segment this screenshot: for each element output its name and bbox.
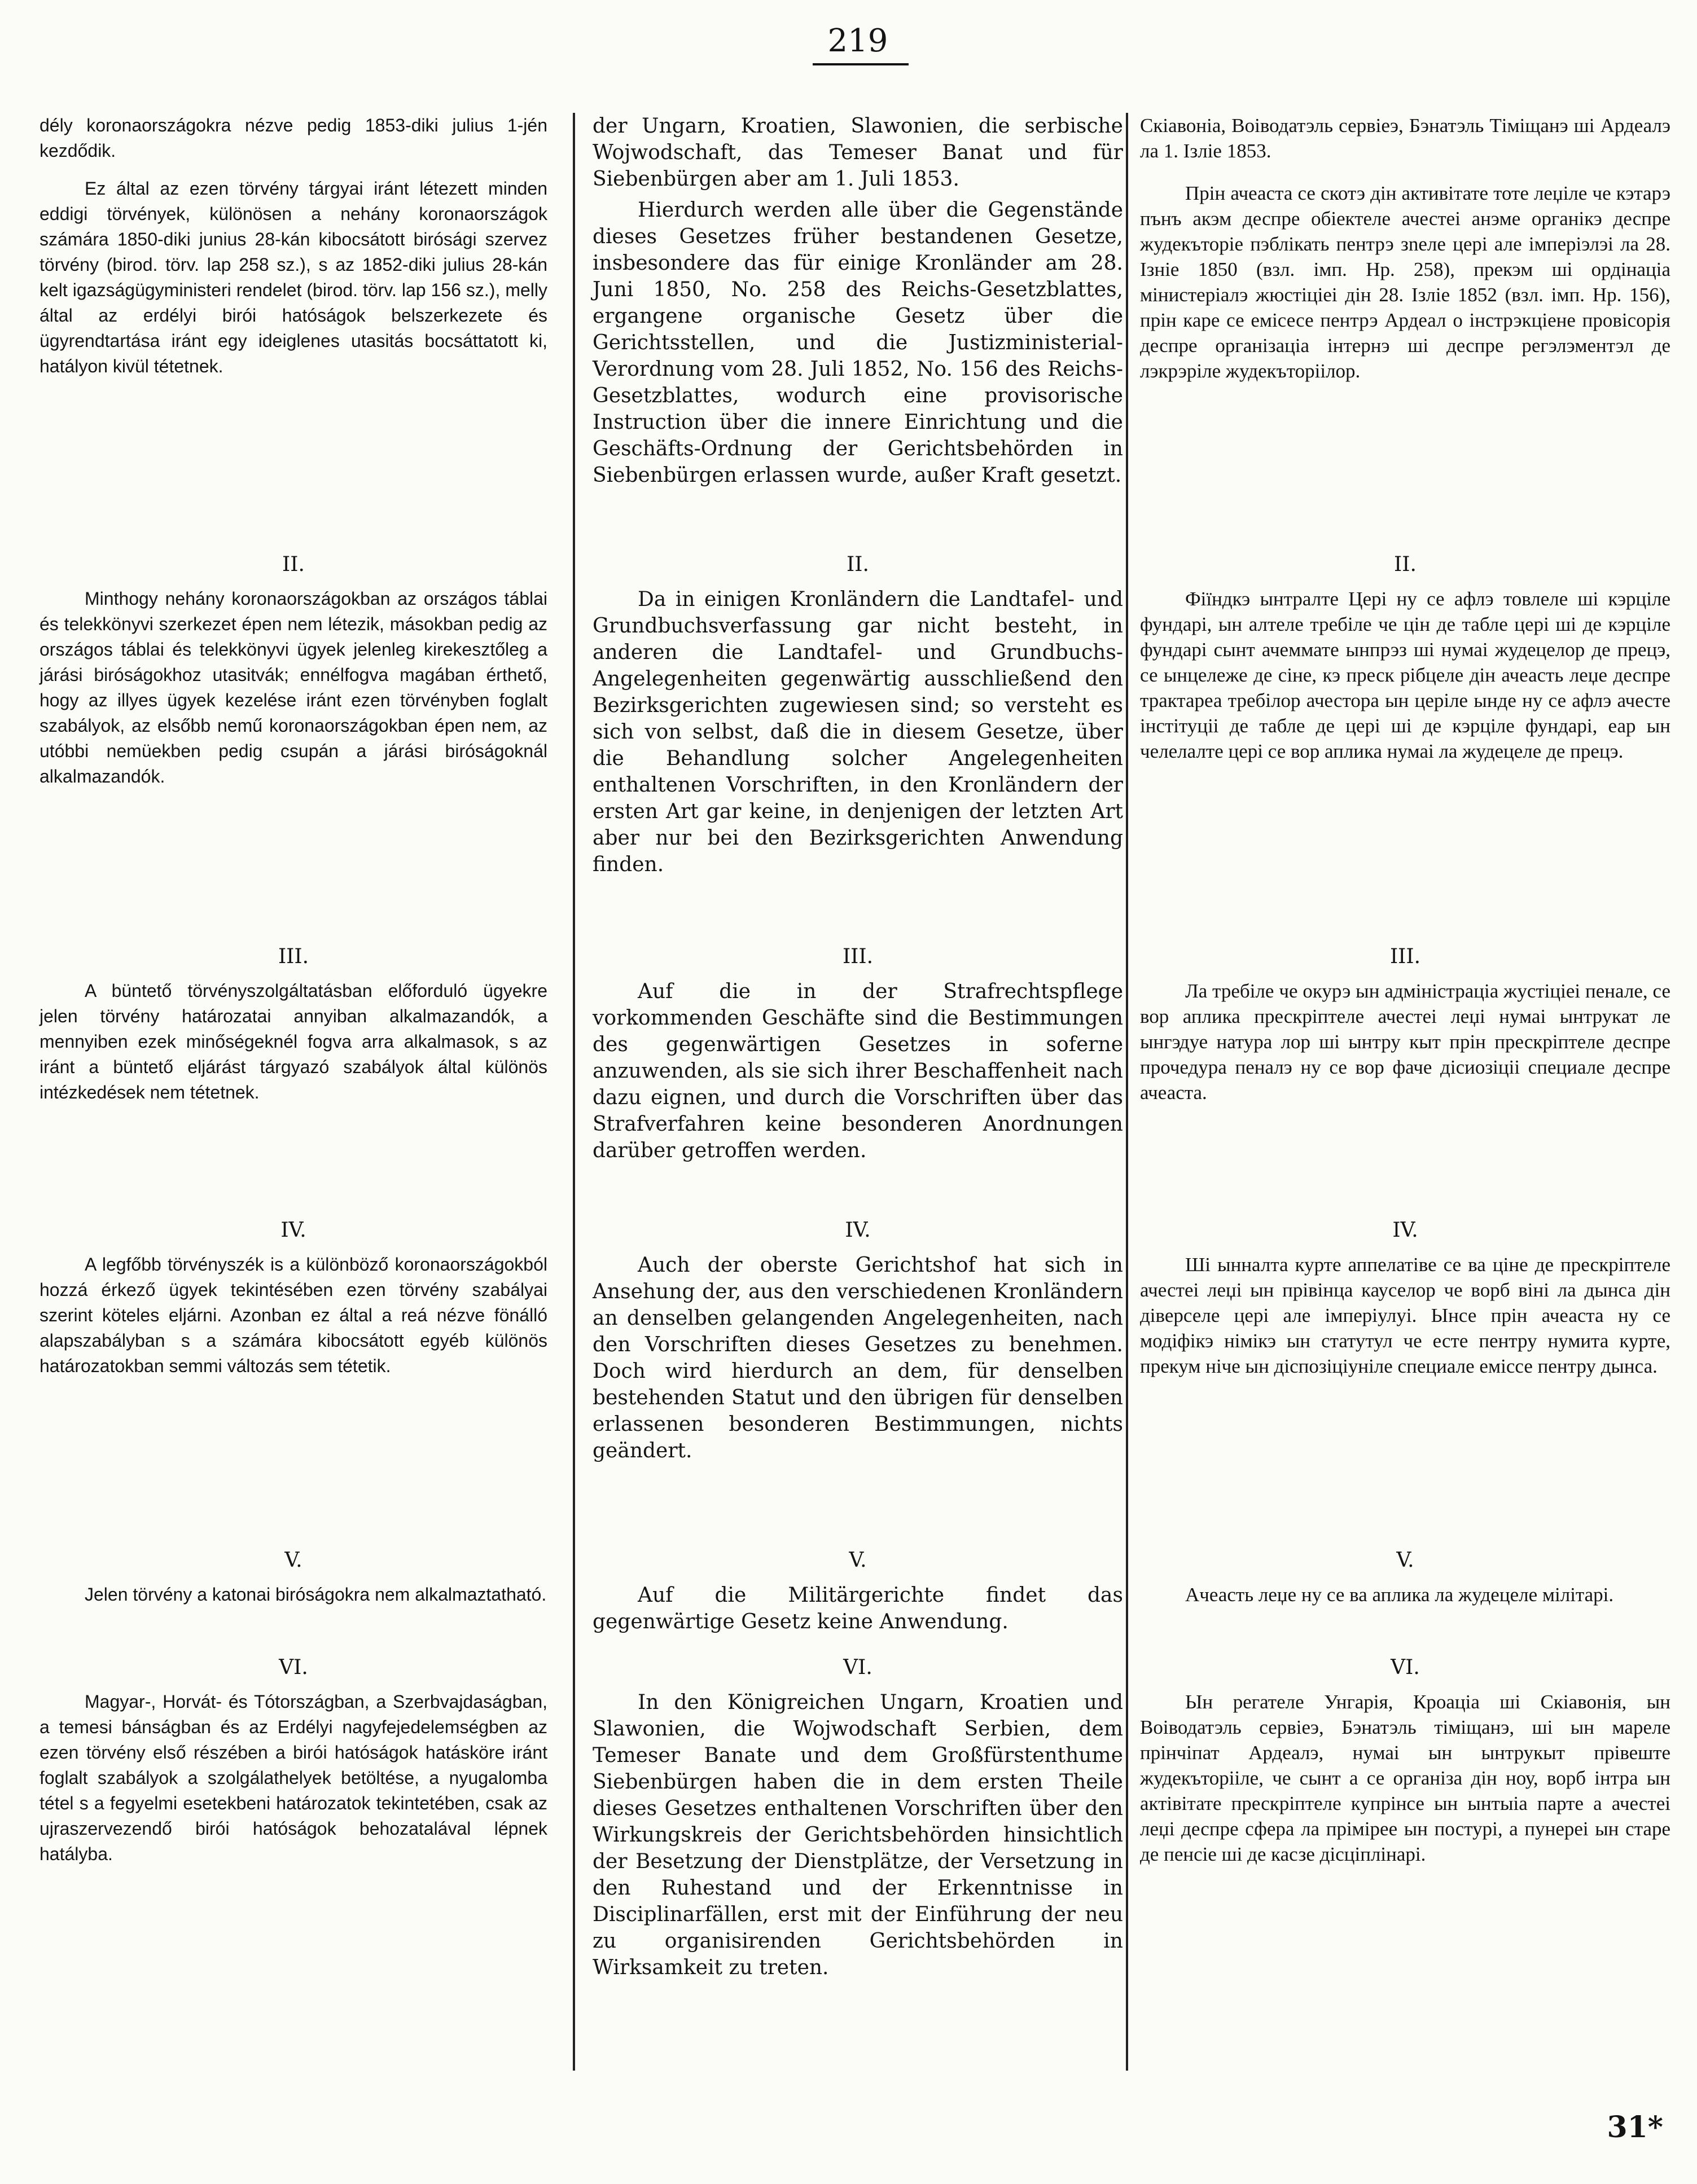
section-text: Magyar-, Horvát- és Tótországban, a Szerbvajdaságban, a temesi bánságban és az Erdélyi nagyfejedelemségben az ezen törvény első részében a birói hatóságok hatásköre iránt foglalt szabályok a szolgálathelyek betöltése, a nyugalomba tétel s a fegyelmi esetekbeni határozatok tekintetében, csak az ujraszervezendő birói hatóságok behozatalával lépnek hatályba. [40, 1691, 547, 1864]
section-text: Фіїндкэ ынтралте Цері ну се афлэ товлеле ші кэрціле фундарі, ын алтеле требіле че цін де табле цері ші де кэрціле фундарі сынт ачеммате ынпрэз ші нумаі жудецелор де прецэ, се ынцележе де сіне, кэ преск рібцеле дін ачеасть леџе деспре трактареа требілор ачестора ын церіле ынде ну се афлэ ачесте інстітуціі де табле де цері ші де кэрціле фундарі, еар ын челелалте цері се вор аплика нумаі ла жудецеле де прецэ. [1140, 588, 1670, 762]
german-section-3 [593, 945, 1123, 1164]
section-text: Minthogy nehány koronaországokban az országos táblai és telekkönyvi szerkezet épen nem létezik, másokban pedig az országos táblai és telekkönyvi ügyek jelenleg kirekesztőleg a járási biróságokhoz utasitvák; ennélfogva magában érthető, hogy az illyes ügyek kezelése iránt ezen törvényben foglalt szabályok, az elsőbb nemű koronaországokban épen nem, az utóbbi nemüekben pedig csupán a járási biróságoknál alkalmazandók. [40, 588, 547, 786]
section-number: V. [849, 1549, 867, 1572]
romanian-section-3 [1140, 945, 1670, 1105]
page-number-rule [813, 63, 909, 65]
section-number: II. [1394, 553, 1417, 576]
hungarian-section-2 [40, 553, 547, 789]
hungarian-intro [40, 113, 547, 379]
section-number: III. [842, 945, 874, 968]
section-number: IV. [280, 1219, 306, 1242]
section-number: II. [282, 553, 305, 576]
german-section-6 [593, 1656, 1123, 1981]
section-number: VI. [279, 1656, 308, 1679]
hungarian-section-6 [40, 1656, 547, 1867]
section-text: A legfőbb törvényszék is a különböző koronaországokból hozzá érkező ügyek tekintésében ezen törvény szabályai szerint köteles eljárni. Azonban ez által a reá nézve fönálló alapszabályban s a számára kibocsátott egyéb különös határozatokban semmi változás sem tétetik. [40, 1254, 547, 1376]
section-text: A büntető törvényszolgáltatásban előforduló ügyekre jelen törvény határozatai annyiban alkalmazandók, a mennyiben ezek minőségeknél fogva arra alkalmasok, s az iránt a büntető eljárást tárgyazó szabályok által különös intézkedések nem tétetnek. [40, 981, 547, 1102]
romanian-section-5 [1140, 1549, 1670, 1607]
section-number: V. [284, 1549, 302, 1572]
romanian-section-4 [1140, 1219, 1670, 1379]
section-number: II. [847, 553, 869, 576]
section-number: V. [1396, 1549, 1414, 1572]
romanian-section-6 [1140, 1656, 1670, 1867]
section-text: Auf die Militärgerichte findet das gegenwärtige Gesetz keine Anwendung. [593, 1584, 1123, 1633]
section-text: In den Königreichen Ungarn, Kroatien und Slawonien, die Wojwodschaft Serbien, dem Temeser Banate und dem Großfürstenthume Siebenbürgen haben die in dem ersten Theile dieses Gesetzes enthaltenen Vorschriften über den Wirkungskreis der Gerichtsbehörden hinsichtlich der Besetzung der Dienstplätze, der Versetzung in den Ruhestand und der Erkenntnisse in Disciplinarfällen, erst mit der Einführung der neu zu organisirenden Gerichtsbehörden in Wirksamkeit zu treten. [593, 1691, 1123, 1979]
hungarian-section-3 [40, 945, 547, 1105]
german-intro-paragraph: Hierdurch werden alle über die Gegenstände dieses Gesetzes früher bestandenen Gesetze, insbesondere das für einige Kronländer am 28. Juni 1850, No. 258 des Reichs-Gesetzblattes, ergangene organische Gesetz über die Gerichtsstellen, und die Justizministerial-Verordnung vom 28. Juli 1852, No. 156 des Reichs-Gesetzblattes, wodurch eine provisorische Instruction über die innere Einrichtung und die Geschäfts-Ordnung der Gerichtsbehörden in Siebenbürgen erlassen wurde, außer Kraft gesetzt. [593, 199, 1123, 487]
hungarian-intro-tail: dély koronaországokra nézve pedig 1853-diki julius 1-jén kezdődik. [40, 115, 547, 161]
romanian-intro-tail: Скіавонia, Boiводатэль сервіеэ, Бэнатэль Тіміщанэ ші Ардеалэ ла 1. Ізліе 1853. [1140, 115, 1670, 162]
section-text: Ла требіле че окурэ ын адміністраціа жустіціеі пенале, се вор аплика прескріптеле ачестеі леџі нумаі ынтрукат ле ынгэдуе натура лор ші ынтру кыт прін прескріптеле деспре прочедура пеналэ ну се вор фаче дісиозіціі специале деспре ачеаста. [1140, 980, 1670, 1104]
section-number: IV. [845, 1219, 871, 1242]
section-number: VI. [1391, 1656, 1420, 1679]
section-text: Ші ынналта курте аппелатіве се ва ціне де прескріптеле ачестеі леџі ын прівінца кауселор че ворб віні ла дынса дін діверселе цері але імперіулуі. Ынсе прін ачеаста ну се модіфікэ німікэ ын статутул че есте пентру нумита курте, прекум ніче ын діспозіціуніле специале еміссе пентру дынса. [1140, 1254, 1670, 1377]
page-number: 219 [827, 23, 888, 59]
section-number: VI. [843, 1656, 872, 1679]
section-text: Ын регателе Унгарія, Кроаціа ші Скіавонія, ын Воіводатэль сервіеэ, Бэнатэль тіміщанэ, ші ын мареле прінчіпат Ардеалэ, нумаі ын ынтрукыт прівеште жудекъторііле, че сынт а се організа дін ноу, ворб інтра ын актівітате прескріптеле купрінсе ын ынтыіа парте а ачестеі леџі деспре сфера ла прімірее ын постурі, а пунереі ын старе де пенсіе ші де касзе дісціплінарі. [1140, 1691, 1670, 1865]
column-divider [573, 113, 575, 2071]
section-text: Jelen törvény a katonai biróságokra nem alkalmaztatható. [85, 1584, 547, 1605]
german-intro-tail: der Ungarn, Kroatien, Slawonien, die serbische Wojwodschaft, das Temeser Banat und für Siebenbürgen aber am 1. Juli 1853. [593, 115, 1123, 191]
section-text: Auch der oberste Gerichtshof hat sich in Ansehung der, aus den verschiedenen Kronländern an denselben gelangenden Angelegenheiten, nach den Vorschriften dieses Gesetzes zu benehmen. Doch wird hierdurch an dem, für denselben bestehenden Statut und den übrigen für denselben erlassenen besonderen Bestimmungen, nichts geändert. [593, 1254, 1123, 1462]
german-section-4 [593, 1219, 1123, 1464]
romanian-intro-paragraph: Прін ачеаста се скотэ дін активітате тоте леџіле че кэтарэ пънъ акэм деспре обіектеле ачестеі анэме органікэ деспре жудекъторіе пэблікать пентрэ зnеле цері але імперіэлэі ла 28. Ізніе 1850 (взл. імп. Нр. 258), прекэм ші ордінаціа мінистеріалэ жюстіціеі дін 28. Ізліе 1852 (взл. імп. Нр. 156), прін каре се емісесе пентрэ Ардеал о інстрэкціене провісорія деспре організаціа інтернэ ші деспре регэлэментэл де лэкрэріле жудекъторіілор. [1140, 182, 1670, 382]
section-text: Da in einigen Kronländern die Landtafel- und Grundbuchsverfassung gar nicht besteht, in anderen die Landtafel- und Grundbuchs-Angelegenheiten gegenwärtig ausschließend den Bezirksgerichten zugewiesen sind; so versteht es sich von selbst, daß die in diesem Gesetze, über die Behandlung solcher Angelegenheiten enthaltenen Vorschriften, in den Kronländern der ersten Art gar keine, in denjenigen der letzten Art aber nur bei den Bezirksgerichten Anwendung finden. [593, 588, 1123, 876]
section-number: III. [1389, 945, 1421, 968]
hungarian-section-4 [40, 1219, 547, 1379]
section-number: III. [278, 945, 309, 968]
hungarian-intro-paragraph: Ez által az ezen törvény tárgyai iránt létezett minden eddigi törvények, különösen a nehány koronaországok számára 1850-diki junius 28-kán kibocsátott birósági szervez törvény (birod. törv. lap 258 sz.), s az 1852-diki julius 28-kán kelt igazságügyministeri rendelet (birod. törv. lap 156 sz.), melly által az erdélyi birói hatóságok belszerkezete és ügyrendtartása iránt egy ideiglenes utasitás bocsáttatott ki, hatályon kivül tétetnek. [40, 178, 547, 376]
hungarian-section-5 [40, 1549, 547, 1607]
german-section-5 [593, 1549, 1123, 1635]
german-section-2 [593, 553, 1123, 878]
signature-mark: 31* [1607, 2110, 1663, 2145]
column-divider [1126, 113, 1128, 2071]
german-intro [593, 113, 1123, 489]
section-text: Auf die in der Strafrechtspflege vorkommenden Geschäfte sind die Bestimmungen des gegenwärtigen Gesetzes in soferne anzuwenden, als sie sich ihrer Beschaffenheit nach dazu eignen, und durch die Vorschriften über das Strafverfahren keine besonderen Anordnungen darüber getroffen werden. [593, 980, 1123, 1162]
section-text: Ачеасть леџе ну се ва аплика ла жудецеле мілітарі. [1185, 1584, 1614, 1606]
section-number: IV. [1392, 1219, 1418, 1242]
romanian-intro [1140, 113, 1670, 384]
romanian-section-2 [1140, 553, 1670, 764]
